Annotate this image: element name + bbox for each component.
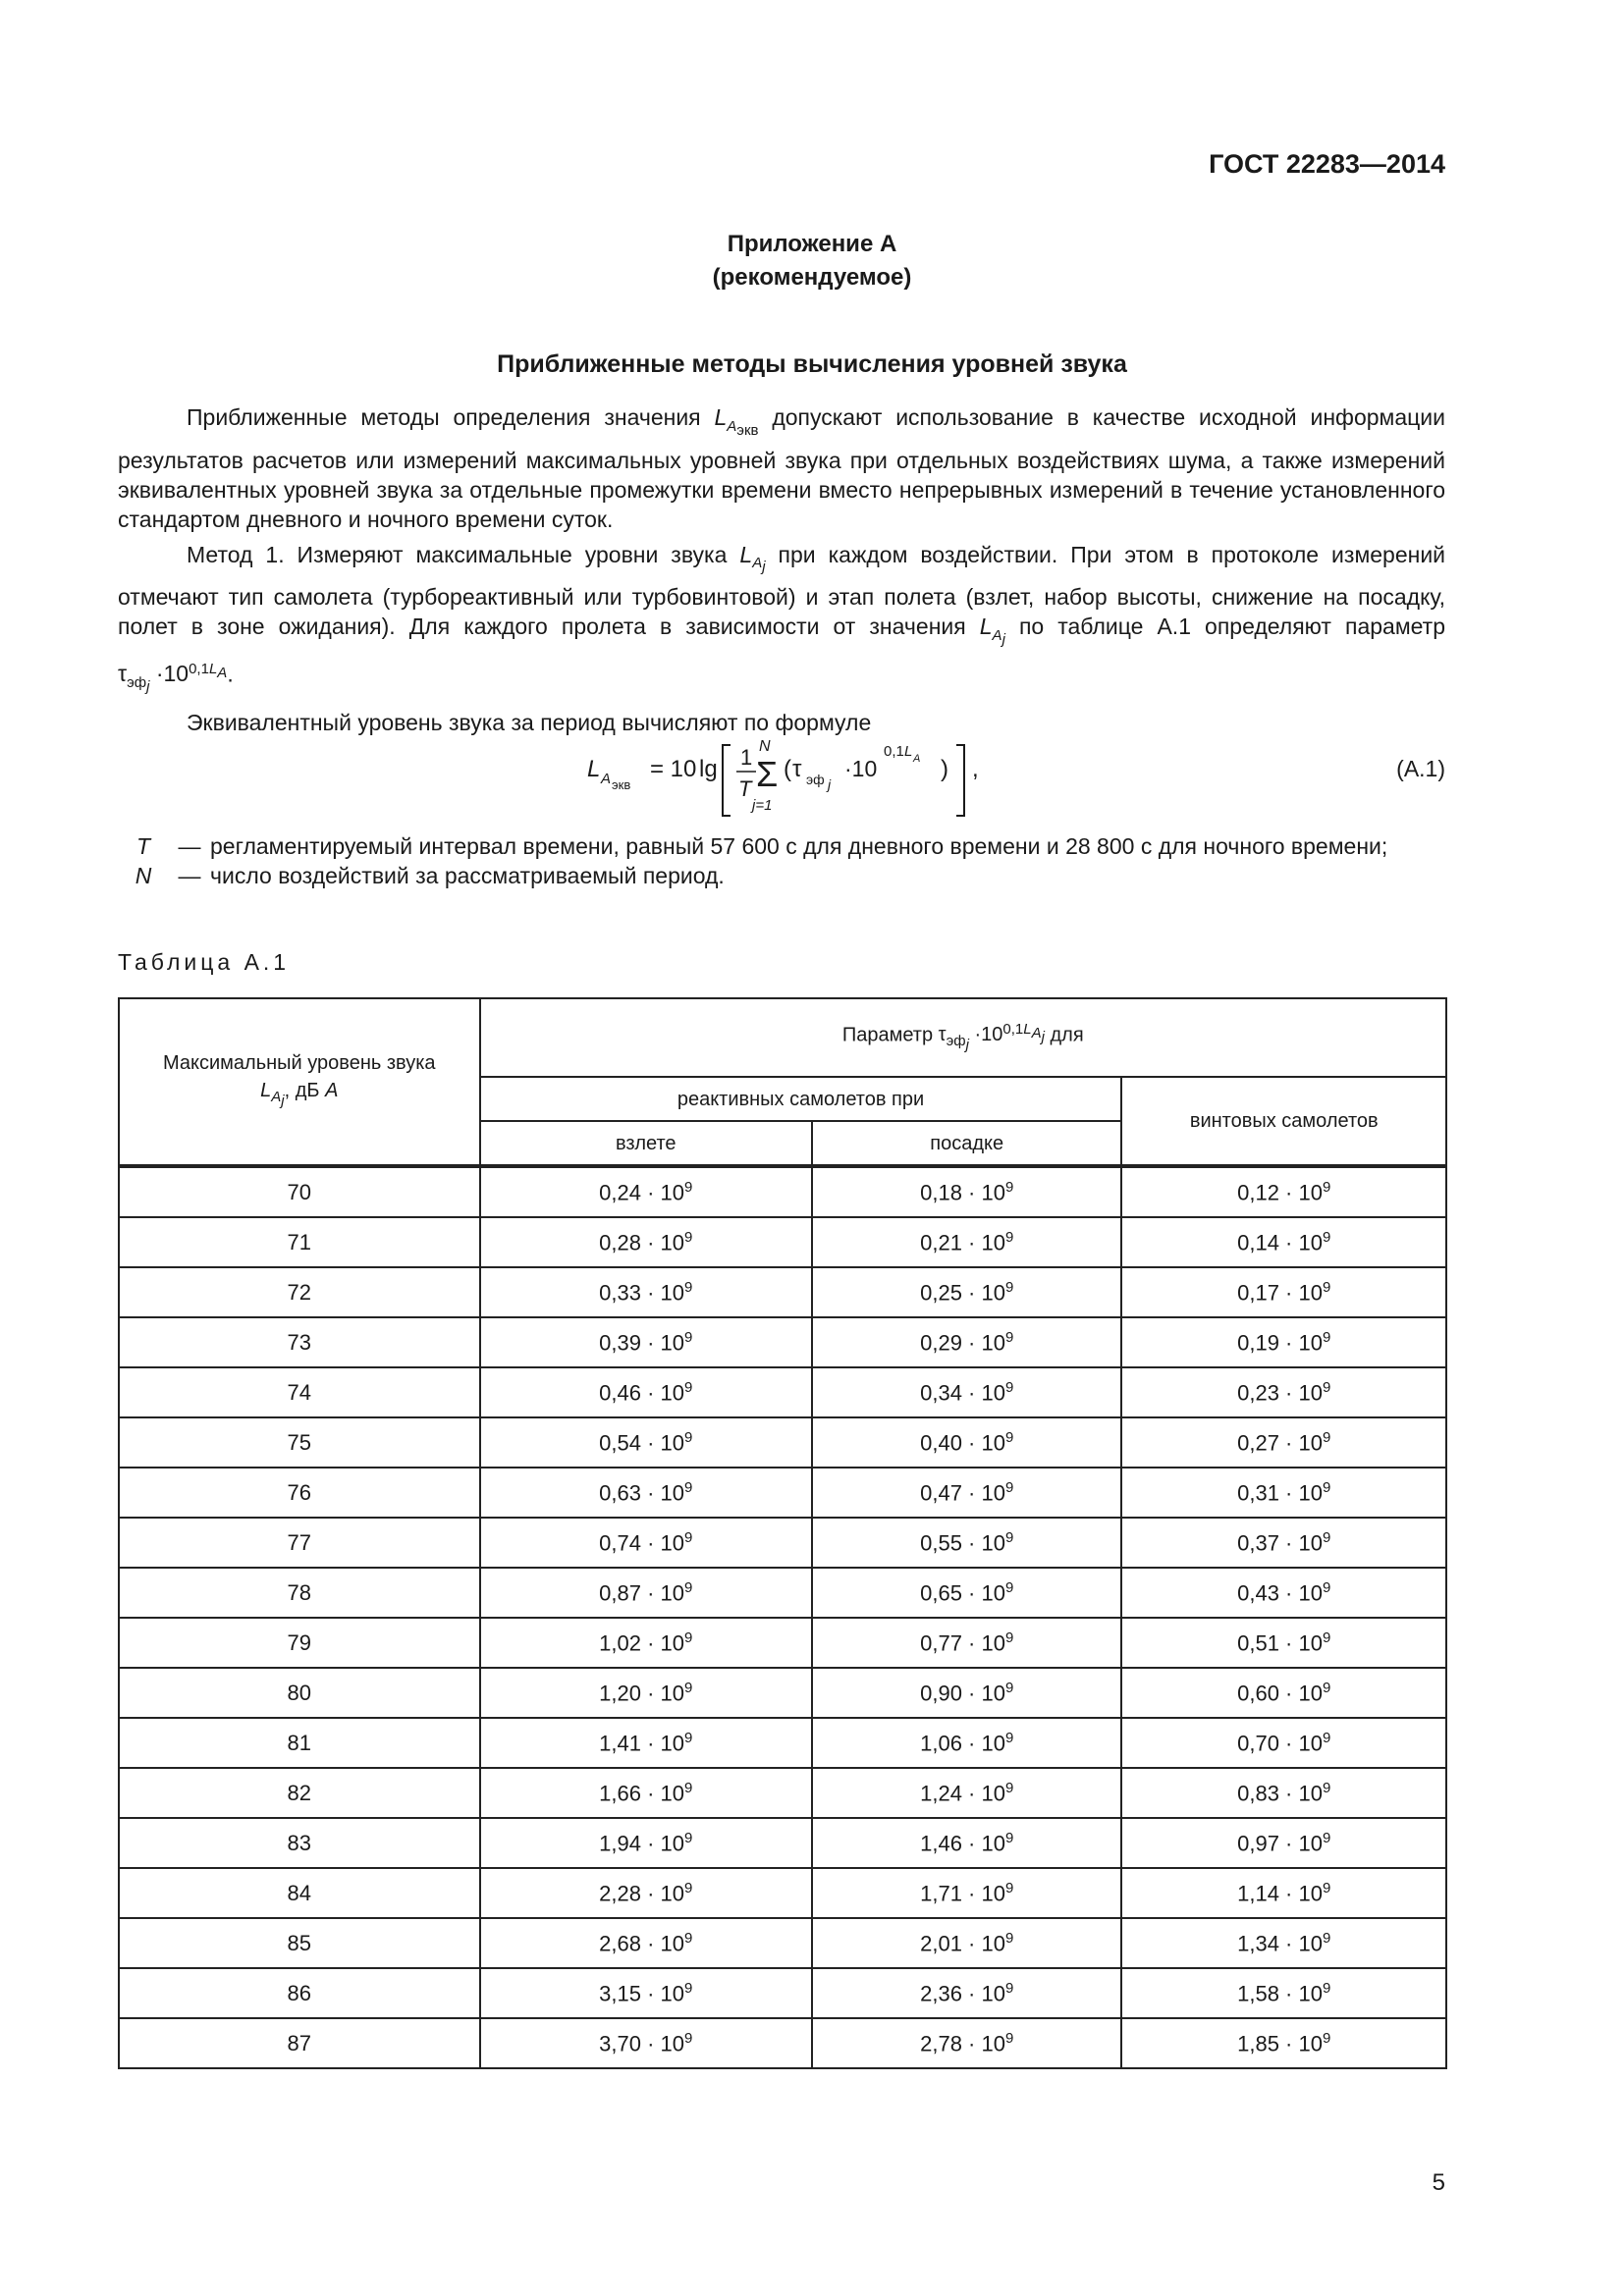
header-landing: посадке xyxy=(812,1121,1122,1166)
formula-lhs: L xyxy=(587,756,601,782)
table-row: 82 $1,66 \cdot 10^9$ $1,24 \cdot 10^9$ $0,83 \cdot 10^9$ xyxy=(119,1768,1446,1818)
table-row: 76 $0,63 \cdot 10^9$ $0,47 \cdot 10^9$ $0,31 \cdot 10^9$ xyxy=(119,1468,1446,1518)
header-prop: винтовых самолетов xyxy=(1121,1077,1446,1166)
table-caption: Таблица А.1 xyxy=(118,949,291,975)
formula-one: 1 xyxy=(740,745,753,770)
definitions-list xyxy=(118,831,1445,890)
appendix-status: (рекомендуемое) xyxy=(712,264,912,291)
paragraph-formula-intro: Эквивалентный уровень звука за период вычисляют по формуле xyxy=(187,710,872,736)
formula-ten: ·10 xyxy=(844,756,878,781)
appendix-title: Приложение А xyxy=(727,231,897,257)
paragraph-method-1: Метод 1. Измеряют максимальные уровни звука $L_{A_j}$ при каждом воздействии. При этом в протоколе измерений отмечают тип самолета (турбореактивный или турбовинтовой) и этап полета (взлет, набор высоты, снижение на посадку, полет в зоне ожидания). Для каждого пролета в зависимости от значения $L_{A_j}$ по таблице А.1 определяют параметр $\tau_{эф_j} \cdot 10^{0,1L_A}$. xyxy=(118,541,1446,696)
symbol-l-a-j: $L_{A_j}$ xyxy=(979,614,1005,648)
table-row: 78 $0,87 \cdot 10^9$ $0,65 \cdot 10^9$ $0,43 \cdot 10^9$ xyxy=(119,1568,1446,1618)
table-row: 79 $1,02 \cdot 10^9$ $0,77 \cdot 10^9$ $0,51 \cdot 10^9$ xyxy=(119,1618,1446,1668)
formula-open-paren: ( xyxy=(784,756,791,782)
table-row: 73 $0,39 \cdot 10^9$ $0,29 \cdot 10^9$ $0,19 \cdot 10^9$ xyxy=(119,1317,1446,1367)
formula-tau: τ xyxy=(792,756,802,782)
section-title: Приближенные методы вычисления уровней звука xyxy=(497,350,1127,378)
formula-number: (А.1) xyxy=(1396,756,1445,781)
formula-j: j xyxy=(828,776,832,792)
left-bracket xyxy=(723,745,731,816)
table-row: 83 $1,94 \cdot 10^9$ $1,46 \cdot 10^9$ $0,97 \cdot 10^9$ xyxy=(119,1818,1446,1868)
table-row: 74 $0,46 \cdot 10^9$ $0,34 \cdot 10^9$ $0,23 \cdot 10^9$ xyxy=(119,1367,1446,1417)
standard-code: ГОСТ 22283—2014 xyxy=(1209,149,1445,179)
formula-close-paren: ) xyxy=(941,756,948,782)
formula-lg: lg xyxy=(699,756,718,782)
formula-sigma: Σ xyxy=(756,754,779,794)
page-number: 5 xyxy=(1432,2169,1445,2196)
formula-exp: 0,1 xyxy=(884,743,904,760)
table-row: 71 $0,28 \cdot 10^9$ $0,21 \cdot 10^9$ $0,14 \cdot 10^9$ xyxy=(119,1217,1446,1267)
table-row: 75 $0,54 \cdot 10^9$ $0,40 \cdot 10^9$ $0,27 \cdot 10^9$ xyxy=(119,1417,1446,1468)
table-row: 86 $3,15 \cdot 10^9$ $2,36 \cdot 10^9$ $1,58 \cdot 10^9$ xyxy=(119,1968,1446,2018)
equivalent-level-formula xyxy=(0,731,1624,829)
header-parameter: Параметр $\tau_{эф_j} \cdot 10^{0,1L_{A_j}}$ для xyxy=(480,998,1446,1077)
formula-ef: эф xyxy=(806,772,825,787)
formula-comma: , xyxy=(972,756,979,782)
table-row: 77 $0,74 \cdot 10^9$ $0,55 \cdot 10^9$ $0,37 \cdot 10^9$ xyxy=(119,1518,1446,1568)
formula-equals: = 10 xyxy=(650,756,697,782)
data-table xyxy=(118,997,1447,2069)
table-row: 85 $2,68 \cdot 10^9$ $2,01 \cdot 10^9$ $1,34 \cdot 10^9$ xyxy=(119,1918,1446,1968)
table-row: 84 $2,28 \cdot 10^9$ $1,71 \cdot 10^9$ $1,14 \cdot 10^9$ xyxy=(119,1868,1446,1918)
formula-exp-l: L xyxy=(904,743,913,760)
table-row: 72 $0,33 \cdot 10^9$ $0,25 \cdot 10^9$ $0,17 \cdot 10^9$ xyxy=(119,1267,1446,1317)
table-body xyxy=(119,1166,1446,2068)
formula-exp-a: A xyxy=(913,753,921,765)
body-text xyxy=(118,402,1445,737)
formula-lhs-a: A xyxy=(601,771,612,787)
formula-N: N xyxy=(759,738,771,755)
formula-T: T xyxy=(738,776,752,801)
appendix-heading xyxy=(0,228,1624,294)
header-max-level: Максимальный уровень звука $L_{A_j}$, дБ A xyxy=(119,998,480,1166)
table-row: 87 $3,70 \cdot 10^9$ $2,78 \cdot 10^9$ $1,85 \cdot 10^9$ xyxy=(119,2018,1446,2068)
header-takeoff: взлете xyxy=(480,1121,812,1166)
symbol-l-a-ekv: $L_{A_{экв}}$ xyxy=(714,404,759,439)
table-row: 81 $1,41 \cdot 10^9$ $1,06 \cdot 10^9$ $0,70 \cdot 10^9$ xyxy=(119,1718,1446,1768)
right-bracket xyxy=(956,745,964,816)
formula-lhs-ekv: экв xyxy=(612,777,631,792)
header-jet: реактивных самолетов при xyxy=(480,1077,1122,1121)
table-row: 80 $1,20 \cdot 10^9$ $0,90 \cdot 10^9$ $0,60 \cdot 10^9$ xyxy=(119,1668,1446,1718)
symbol-l-a-j: $L_{A_j}$ xyxy=(739,541,766,576)
formula-j-eq: j=1 xyxy=(752,797,773,814)
table-row: 70 $0,24 \cdot 10^9$ $0,18 \cdot 10^9$ $0,12 \cdot 10^9$ xyxy=(119,1166,1446,1217)
symbol-parameter: $\tau_{эф_j} \cdot 10^{0,1L_A}$ xyxy=(118,660,228,696)
paragraph-intro: Приближенные методы определения значения $L_{A_{экв}}$ допускают использование в качестве исходной информации результатов расчетов или измерений максимальных уровней звука при отдельных воздействиях шума, а также измерений эквивалентных уровней звука за отдельные промежутки времени вместо непрерывных измерений в течение установленного стандартом дневного и ночного времени суток. xyxy=(118,404,1446,532)
definition-N: N — число воздействий за рассматриваемый период. xyxy=(135,863,725,888)
definition-T: T — регламентируемый интервал времени, равный 57 600 с для дневного времени и 28 800 с для ночного времени; xyxy=(135,833,1388,859)
